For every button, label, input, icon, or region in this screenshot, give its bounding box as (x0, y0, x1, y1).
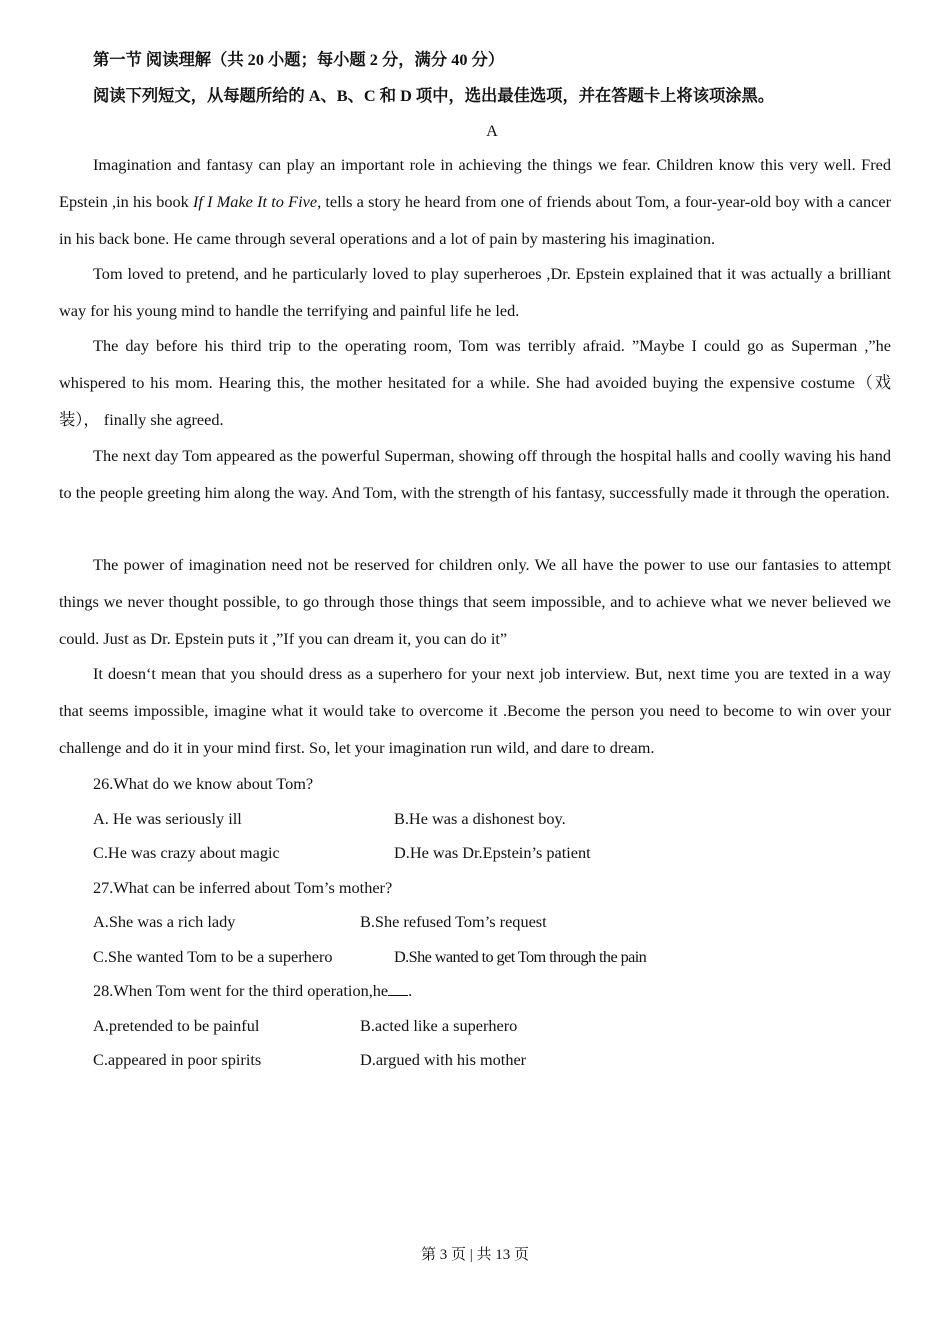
paragraph-1-text-b: , tells a story he heard from one of friends about Tom, a four-year-old boy with a cancer in his back bone. He came through several operations and a lot of pain by mastering his imagination. (59, 192, 892, 248)
question-28-option-c: C.appeared in poor spirits (93, 1050, 262, 1069)
question-28-stem-end: . (408, 981, 413, 1000)
question-26-option-a: A. He was seriously ill (93, 809, 242, 828)
question-27-option-a: A.She was a rich lady (93, 912, 236, 931)
passage-paragraph-6: It doesn‘t mean that you should dress as a superhero for your next job interview. But, next time you are texted in a way that seems impossible, imagine what it would take to overcome it .Become the person you need to become to win over your challenge and do it in your mind first. So, let your imagination run wild, and dare to dream. (59, 664, 891, 757)
question-26-option-d: D.He was Dr.Epstein’s patient (394, 843, 591, 862)
section-instruction: 阅读下列短文，从每题所给的 A、B、C 和 D 项中，选出最佳选项，并在答题卡上将该项涂黑。 (93, 86, 775, 105)
question-27-stem: 27.What can be inferred about Tom’s mother? (93, 878, 393, 897)
page-footer: 第 3 页 | 共 13 页 (420, 1247, 529, 1263)
paragraph-1-text-a: Imagination and fantasy can play an important role in achieving the things we fear. Children know this very well. Fred Epstein ,in his book (59, 155, 891, 211)
question-26-option-b: B.He was a dishonest boy. (394, 809, 566, 828)
question-28-stem-text: 28.When Tom went for the third operation,he (93, 981, 389, 1000)
question-27-option-d: D.She wanted to get Tom through the pain (394, 947, 647, 966)
passage-paragraph-3: The day before his third trip to the operating room, Tom was terribly afraid. ”Maybe I could go as Superman ,”he whispered to his mom. Hearing this, the mother hesitated for a while. She had avoided buying the expensive costume（戏装）， finally she agreed. (59, 336, 891, 429)
passage-paragraph-4: The next day Tom appeared as the powerful Superman, showing off through the hospital halls and coolly waving his hand to the people greeting him along the way. And Tom, with the strength of his fantasy, successfully made it through the operation. (59, 446, 891, 502)
passage-paragraph-2: Tom loved to pretend, and he particularly loved to play superheroes ,Dr. Epstein explained that it was actually a brilliant way for his young mind to handle the terrifying and painful life he led. (59, 264, 891, 320)
passage-paragraph-5: The power of imagination need not be reserved for children only. We all have the power to use our fantasies to attempt things we never thought possible, to go through those things that seem impossible, and to achieve what we never believed we could. Just as Dr. Epstein puts it ,”If you can dream it, you can do it” (59, 555, 891, 648)
question-26-option-c: C.He was crazy about magic (93, 843, 280, 862)
question-28-option-a: A.pretended to be painful (93, 1016, 260, 1035)
section-heading: 第一节 阅读理解（共 20 小题；每小题 2 分，满分 40 分） (93, 50, 505, 69)
question-27-option-c: C.She wanted Tom to be a superhero (93, 947, 333, 966)
question-26-stem: 26.What do we know about Tom? (93, 774, 314, 793)
question-28-stem (93, 981, 412, 1001)
answer-blank (388, 981, 408, 996)
question-27-option-b: B.She refused Tom’s request (360, 912, 547, 931)
question-28-option-b: B.acted like a superhero (360, 1016, 518, 1035)
question-28-option-d: D.argued with his mother (360, 1050, 527, 1069)
book-title: If I Make It to Five (192, 192, 318, 211)
passage-label: A (486, 121, 498, 140)
passage-paragraph-1 (59, 146, 891, 257)
